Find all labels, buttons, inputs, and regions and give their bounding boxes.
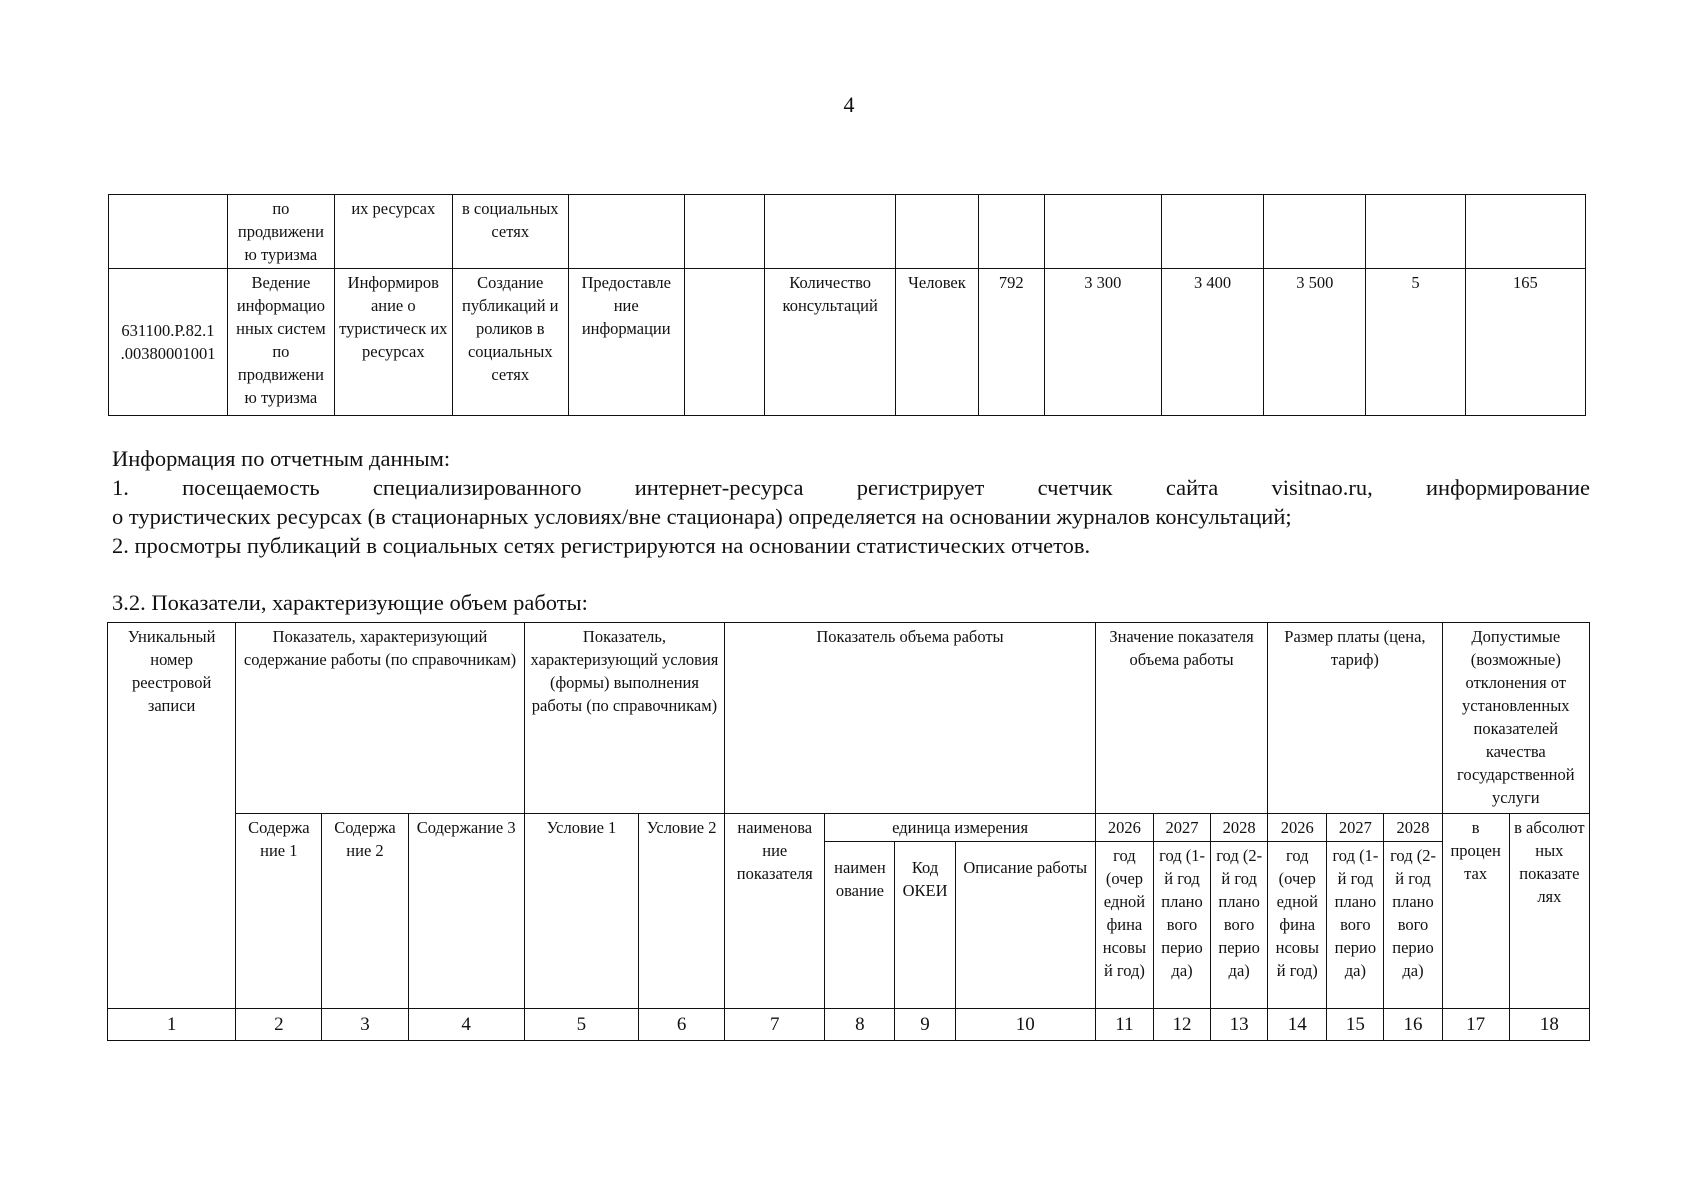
column-number: 1	[108, 1009, 236, 1041]
header-condition2: Условие 2	[639, 814, 725, 1009]
table-cell	[1044, 195, 1161, 269]
reporting-info-item1-line1: 1. посещаемость специализированного интернет-ресурса регистрирует счетчик сайта visitnao.ru, информирование	[112, 475, 1590, 500]
condition1-cell: Предоставле ние информации	[568, 269, 684, 416]
header-price-2026: 2026	[1268, 814, 1327, 842]
header-value-group: Значение показателя объема работы	[1095, 623, 1267, 814]
column-number: 5	[524, 1009, 638, 1041]
table-cell: в социальных сетях	[452, 195, 568, 269]
work-volume-table	[107, 622, 1590, 1041]
header-deviation-group: Допустимые (возможные) отклонения от установленных показателей качества государственной услуги	[1442, 623, 1589, 814]
table-row	[109, 195, 1586, 269]
value-2028-cell: 3 500	[1264, 269, 1366, 416]
header-volume-group: Показатель объема работы	[725, 623, 1096, 814]
header-value-2026: 2026	[1095, 814, 1153, 842]
okei-cell: 792	[978, 269, 1044, 416]
header-price-2027-sub: год (1-й год плано вого перио да)	[1327, 842, 1384, 1009]
column-number: 15	[1327, 1009, 1384, 1041]
content1-cell: Ведение информацио нных систем по продвижени ю туризма	[228, 269, 335, 416]
column-number: 9	[895, 1009, 955, 1041]
header-price-group: Размер платы (цена, тариф)	[1268, 623, 1442, 814]
reporting-info-heading: Информация по отчетным данным:	[112, 446, 451, 471]
header-value-2028-sub: год (2-й год плано вого перио да)	[1211, 842, 1268, 1009]
column-number: 16	[1384, 1009, 1442, 1041]
section-title: 3.2. Показатели, характеризующие объем работы:	[112, 590, 588, 615]
header-row	[108, 623, 1590, 814]
column-number: 14	[1268, 1009, 1327, 1041]
header-content1: Содержа ние 1	[236, 814, 322, 1009]
registry-number-cell: 631100.Р.82.1 .00380001001	[109, 269, 228, 416]
header-row	[108, 814, 1590, 842]
table-cell	[978, 195, 1044, 269]
header-value-2027: 2027	[1153, 814, 1210, 842]
header-price-2027: 2027	[1327, 814, 1384, 842]
header-okei: Код ОКЕИ	[895, 842, 955, 1009]
header-deviation-absolute: в абсолют ных показате лях	[1509, 814, 1589, 1009]
table-cell: по продвижени ю туризма	[228, 195, 335, 269]
condition2-cell	[684, 269, 764, 416]
table-cell: их ресурсах	[334, 195, 452, 269]
column-number: 17	[1442, 1009, 1509, 1041]
header-content2: Содержа ние 2	[322, 814, 408, 1009]
header-unit-name: наимен ование	[825, 842, 895, 1009]
indicator-cell: Количество консультаций	[765, 269, 896, 416]
reporting-info	[112, 444, 1590, 560]
column-number: 18	[1509, 1009, 1589, 1041]
header-condition1: Условие 1	[524, 814, 638, 1009]
header-price-2028: 2028	[1384, 814, 1442, 842]
header-registry: Уникальный номер реестровой записи	[108, 623, 236, 1009]
header-value-2027-sub: год (1-й год плано вого перио да)	[1153, 842, 1210, 1009]
deviation-percent-cell: 5	[1366, 269, 1466, 416]
header-indicator-name: наименова ние показателя	[725, 814, 825, 1009]
column-numbers-row	[108, 1009, 1590, 1041]
column-number: 2	[236, 1009, 322, 1041]
table-cell	[109, 195, 228, 269]
column-number: 7	[725, 1009, 825, 1041]
column-number: 13	[1211, 1009, 1268, 1041]
value-2027-cell: 3 400	[1161, 269, 1264, 416]
table-cell	[1366, 195, 1466, 269]
header-content3: Содержание 3	[408, 814, 524, 1009]
header-unit-group: единица измерения	[825, 814, 1096, 842]
column-number: 3	[322, 1009, 408, 1041]
content3-cell: Создание публикаций и роликов в социальных сетях	[452, 269, 568, 416]
work-quality-table-continuation	[108, 194, 1586, 416]
column-number: 11	[1095, 1009, 1153, 1041]
column-number: 6	[639, 1009, 725, 1041]
header-content-group: Показатель, характеризующий содержание работы (по справочникам)	[236, 623, 525, 814]
table-row	[109, 269, 1586, 416]
table-cell	[568, 195, 684, 269]
column-number: 12	[1153, 1009, 1210, 1041]
header-price-2026-sub: год (очер едной фина нсовы й год)	[1268, 842, 1327, 1009]
header-value-2028: 2028	[1211, 814, 1268, 842]
header-deviation-percent: в процен тах	[1442, 814, 1509, 1009]
header-conditions-group: Показатель, характеризующий условия (формы) выполнения работы (по справочникам)	[524, 623, 724, 814]
reporting-info-item1-line2: о туристических ресурсах (в стационарных условиях/вне стационара) определяется на основании журналов консультаций;	[112, 504, 1292, 529]
table-cell	[1264, 195, 1366, 269]
column-number: 10	[955, 1009, 1095, 1041]
content2-cell: Информиров ание о туристическ их ресурсах	[334, 269, 452, 416]
column-number: 4	[408, 1009, 524, 1041]
reporting-info-item2: 2. просмотры публикаций в социальных сетях регистрируются на основании статистических отчетов.	[112, 533, 1091, 558]
header-value-2026-sub: год (очер едной фина нсовы й год)	[1095, 842, 1153, 1009]
column-number: 8	[825, 1009, 895, 1041]
header-price-2028-sub: год (2-й год плано вого перио да)	[1384, 842, 1442, 1009]
table-cell	[896, 195, 978, 269]
table-cell	[1465, 195, 1585, 269]
deviation-absolute-cell: 165	[1465, 269, 1585, 416]
header-work-description: Описание работы	[955, 842, 1095, 1009]
page-number: 4	[843, 92, 855, 117]
unit-cell: Человек	[896, 269, 978, 416]
table-cell	[684, 195, 764, 269]
value-2026-cell: 3 300	[1044, 269, 1161, 416]
table-cell	[765, 195, 896, 269]
table-cell	[1161, 195, 1264, 269]
